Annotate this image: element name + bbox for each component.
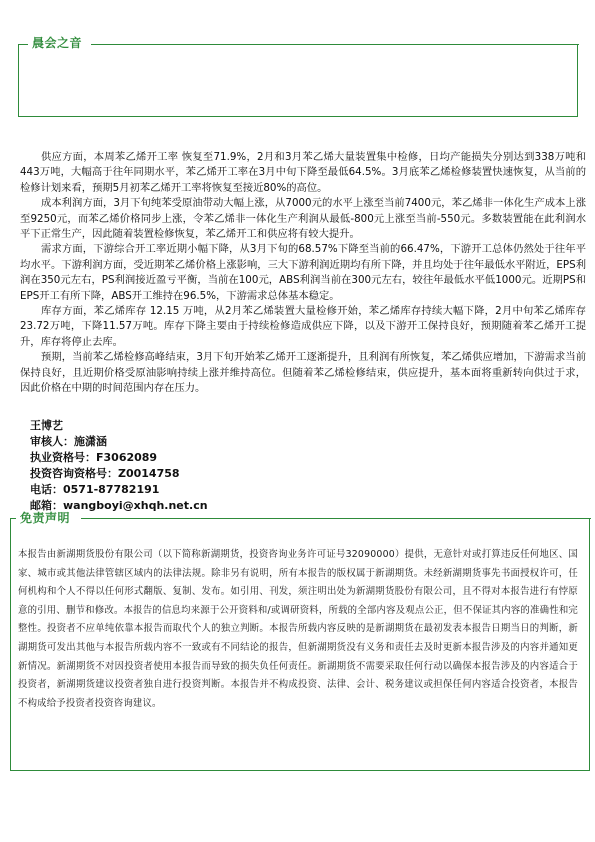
morning-voice-title: 晨会之音: [32, 36, 83, 50]
disclaimer-text: 本报告由新湖期货股份有限公司（以下简称新湖期货，投资咨询业务许可证号32090000）提供，无意针对或打算违反任何地区、国家、城市或其他法律管辖区域内的法律法规。除非另有说明，所有本报告的版权属于新湖期货。未经新湖期货事先书面授权许可，任何机构和个人不得以任何形式翻版、复制、发布。如引用、刊发，须注明出处为新湖期货股份有限公司，且不得对本报告进行有悖原意的引用、删节和修改。本报告的信息均来源于公开资料和/或调研资料，所载的全部内容及观点公正，但不保证其内容的准确性和完整性。投资者不应单纯依靠本报告而取代个人的独立判断。本报告所载内容反映的是新湖期货在最初发表本报告日期当日的判断，新湖期货可发出其他与本报告所载内容不一致或有不同结论的报告，但新湖期货没有义务和责任去及时更新本报告涉及的内容并通知更新情况。新湖期货不对因投资者使用本报告而导致的损失负任何责任。新湖期货不需要采取任何行动以确保本报告涉及的内容适合于投资者，新湖期货建议投资者独自进行投资判断。本报告并不构成投资、法律、会计、税务建议或担保任何内容适合投资者，本报告不构成给予投资者投资咨询建议。: [18, 549, 578, 709]
email: 邮箱：wangboyi@xhqh.net.cn: [30, 499, 208, 512]
paragraph-inventory: 库存方面，苯乙烯库存 12.15 万吨，从2月苯乙烯装置大量检修开始，苯乙烯库存持续大幅下降，2月中旬苯乙烯库存23.72万吨，下降11.57万吨。库存下降主要由于持续检修造成供应下降，以及下游开工保持良好，预期随着苯乙烯开工提升，库存将停止去库。: [20, 305, 586, 348]
license-number: 执业资格号：F3062089: [30, 451, 158, 464]
author-name: 王博艺: [30, 419, 63, 432]
paragraph-outlook: 预期，当前苯乙烯检修高峰结束，3月下旬开始苯乙烯开工逐渐提升，且利润有所恢复，苯乙烯供应增加，下游需求当前保持良好，且近期价格受原油影响持续上涨并维持高位。但随着苯乙烯检修结束，供应提升，基本面将重新转向供过于求，因此价格在中期的时间范围内存在压力。: [20, 351, 586, 395]
reviewer: 审核人：施潇涵: [30, 435, 107, 448]
phone: 电话：0571-87782191: [30, 483, 160, 496]
frame-line-left: [18, 44, 28, 45]
morning-voice-frame: [18, 44, 578, 117]
paragraph-cost-profit: 成本利润方面，3月下旬纯苯受原油带动大幅上涨，从7000元的水平上涨至当前7400元，苯乙烯非一体化生产成本上涨至9250元，而苯乙烯价格同步上涨，令苯乙烯非一体化生产利润从最低-800元上涨至当前-550元。多数装置能在此利润水平下正常生产，因此随着装置检修恢复，苯乙烯开工和供应将有较大提升。: [20, 197, 586, 241]
frame-line-left: [10, 518, 16, 519]
disclaimer-title: 免责声明: [20, 511, 71, 525]
report-body: [20, 150, 586, 397]
advisory-license: 投资咨询资格号：Z0014758: [30, 467, 180, 480]
frame-line-right: [81, 518, 591, 519]
paragraph-supply: 供应方面，本周苯乙烯开工率 恢复至71.9%，2月和3月苯乙烯大量装置集中检修，日均产能损失分别达到338万吨和443万吨，大幅高于往年同期水平，苯乙烯开工率在3月中旬下降至最低64.5%。3月底苯乙烯检修装置快速恢复，从当前的检修计划来看，预期5月初苯乙烯开工率将恢复至接近80%的高位。: [20, 151, 586, 194]
paragraph-demand: 需求方面，下游综合开工率近期小幅下降，从3月下旬的68.57%下降至当前的66.47%，下游开工总体仍然处于往年平均水平。下游利润方面，受近期苯乙烯价格上涨影响，三大下游利润近期均有所下降，并且均处于往年最低水平附近，EPS利润在350元左右，PS利润接近盈亏平衡，当前在100元，ABS利润当前在300元左右，较往年最低水平低1000元。近期PS和EPS开工有所下降，ABS开工维持在96.5%，下游需求总体基本稳定。: [20, 243, 586, 302]
frame-line-right: [91, 44, 579, 45]
author-signature: [30, 418, 208, 514]
